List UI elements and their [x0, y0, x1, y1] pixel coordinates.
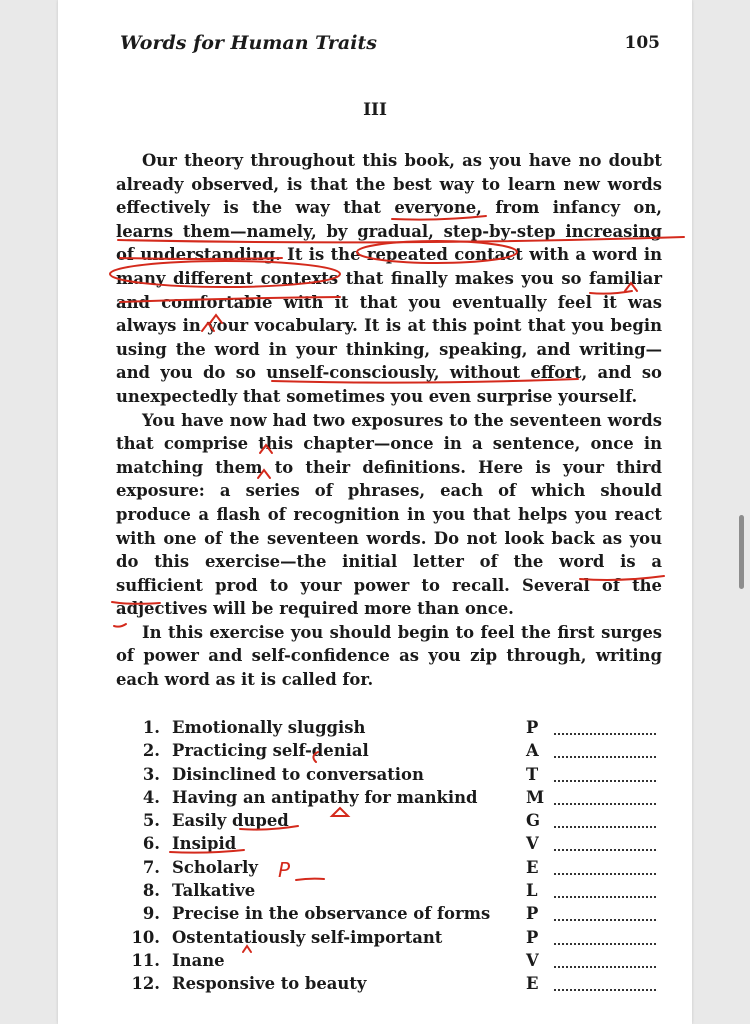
answer-blank[interactable] [554, 846, 656, 851]
section-mark: III [363, 100, 387, 120]
item-initial-letter: E [526, 974, 539, 994]
item-definition: Easily duped [172, 811, 289, 831]
item-number: 3. [142, 764, 160, 784]
scrollbar-thumb[interactable] [739, 515, 744, 589]
item-initial-letter: G [526, 811, 540, 831]
answer-blank[interactable] [554, 730, 656, 735]
body-text [116, 149, 662, 692]
item-initial-letter: L [526, 881, 538, 901]
answer-blank[interactable] [554, 777, 656, 782]
item-number: 2. [142, 741, 160, 761]
item-definition: Talkative [172, 881, 256, 901]
item-initial-letter: V [526, 950, 539, 970]
item-number: 8. [142, 881, 160, 901]
answer-blank[interactable] [554, 800, 656, 805]
answer-blank[interactable] [554, 893, 656, 898]
paragraph-1: Our theory throughout this book, as you have no doubt already observed, is that the best way to learn new words effectively is the way that everyone, from infancy on, learns them—namely, by gradual, step-by-step increasing of understanding. It is the repeated contact with a word in many different contexts that finally makes you so familiar and comfortable with it that you eventually feel it was always in your vocabulary. It is at this point that you begin using the word in your thinking, speaking, and writing—and you do so unself-consciously, without effort, and so unexpectedly that sometimes you even surprise yourself. [116, 151, 662, 406]
item-initial-letter: P [526, 904, 539, 924]
item-definition: Practicing self-denial [172, 741, 369, 761]
item-number: 10. [131, 927, 160, 947]
item-number: 6. [142, 834, 160, 854]
answer-blank[interactable] [554, 963, 656, 968]
item-initial-letter: M [526, 787, 545, 807]
answer-blank[interactable] [554, 916, 656, 921]
item-number: 7. [142, 857, 160, 877]
item-definition: Precise in the observance of forms [172, 904, 491, 924]
exercise-item [116, 949, 662, 972]
item-initial-letter: P [526, 927, 539, 947]
item-number: 11. [131, 950, 160, 970]
running-title: Words for Human Traits [120, 32, 377, 54]
item-definition: Responsive to beauty [172, 974, 367, 994]
answer-blank[interactable] [554, 940, 656, 945]
item-number: 5. [142, 811, 160, 831]
item-initial-letter: T [526, 764, 539, 784]
handwritten-note: P [278, 858, 291, 882]
running-head [120, 32, 660, 58]
exercise-item [116, 763, 662, 786]
item-definition: Inane [172, 950, 225, 970]
answer-blank[interactable] [554, 870, 656, 875]
exercise-item [116, 856, 662, 879]
item-definition: Having an antipathy for mankind [172, 787, 478, 807]
item-definition: Insipid [172, 834, 237, 854]
item-number: 9. [142, 904, 160, 924]
exercise-list [116, 716, 662, 996]
exercise-item [116, 926, 662, 949]
item-initial-letter: V [526, 834, 539, 854]
exercise-item [116, 809, 662, 832]
answer-blank[interactable] [554, 823, 656, 828]
item-number: 4. [142, 787, 160, 807]
item-initial-letter: E [526, 857, 539, 877]
exercise-item [116, 902, 662, 925]
exercise-item [116, 879, 662, 902]
paragraph-3: In this exercise you should begin to feel the first surges of power and self-confidence as you zip through, writing each word as it is called for. [116, 622, 662, 690]
item-definition: Emotionally sluggish [172, 718, 366, 737]
item-number: 1. [142, 718, 160, 737]
answer-blank[interactable] [554, 753, 656, 758]
item-initial-letter: A [526, 741, 539, 761]
item-number: 12. [131, 974, 160, 994]
item-initial-letter: P [526, 718, 539, 737]
exercise-item [116, 739, 662, 762]
exercise-item [116, 786, 662, 809]
exercise-item [116, 832, 662, 855]
item-definition: Ostentatiously self-important [172, 927, 443, 947]
item-definition: Scholarly [172, 857, 258, 877]
page-number: 105 [624, 33, 660, 53]
exercise-item [116, 972, 662, 995]
paragraph-2: You have now had two exposures to the seventeen words that comprise this chapter—once in a sentence, once in matching them to their definitions. Here is your third exposure: a series of phrases, each of which should produce a flash of recognition in you that helps you react with one of the seventeen words. Do not look back as you do this exercise—the initial letter of the word is a sufficient prod to your power to recall. Several of the adjectives will be required more than once. [116, 410, 662, 619]
answer-blank[interactable] [554, 986, 656, 991]
item-definition: Disinclined to conversation [172, 764, 424, 784]
exercise-item [116, 716, 662, 739]
